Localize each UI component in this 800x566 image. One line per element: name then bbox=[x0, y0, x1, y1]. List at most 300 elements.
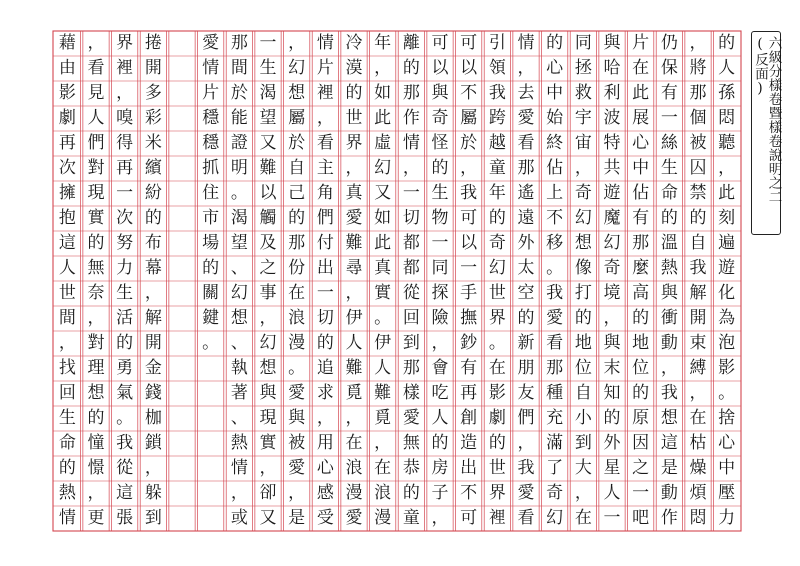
essay-character: 屬 bbox=[288, 108, 306, 128]
essay-character: ， bbox=[316, 108, 334, 128]
essay-character: 與 bbox=[288, 408, 306, 428]
essay-character: 生 bbox=[116, 283, 134, 303]
essay-character: 世 bbox=[488, 283, 506, 303]
essay-character: 人 bbox=[87, 108, 105, 128]
essay-character: 的 bbox=[144, 208, 162, 228]
essay-character: 空 bbox=[517, 283, 535, 303]
essay-character: 望 bbox=[259, 108, 277, 128]
essay-character: 事 bbox=[259, 283, 277, 303]
essay-character: 險 bbox=[431, 308, 449, 328]
essay-character: 燥 bbox=[689, 458, 707, 478]
essay-character: 化 bbox=[718, 283, 736, 303]
essay-character: 情 bbox=[316, 33, 334, 53]
essay-column bbox=[282, 31, 311, 528]
essay-character: 幻 bbox=[488, 258, 506, 278]
essay-character: ， bbox=[517, 433, 535, 453]
essay-column bbox=[483, 31, 512, 528]
essay-character: 的 bbox=[345, 83, 363, 103]
essay-character: 此 bbox=[374, 233, 392, 253]
essay-character: 創 bbox=[460, 408, 478, 428]
essay-character: 到 bbox=[574, 433, 592, 453]
essay-character: 浪 bbox=[345, 458, 363, 478]
essay-character: 朋 bbox=[517, 358, 535, 378]
essay-character: 一 bbox=[316, 283, 334, 303]
essay-character: 張 bbox=[116, 508, 134, 528]
essay-character: 著 bbox=[230, 383, 248, 403]
essay-character: 主 bbox=[316, 158, 334, 178]
essay-character: 熱 bbox=[58, 483, 76, 503]
essay-character: 的 bbox=[574, 308, 592, 328]
essay-character: 這 bbox=[116, 483, 134, 503]
essay-character: 禁 bbox=[689, 183, 707, 203]
essay-character: 煩 bbox=[689, 483, 707, 503]
essay-character: 感 bbox=[316, 483, 334, 503]
essay-character: 穩 bbox=[202, 133, 220, 153]
essay-character: 那 bbox=[230, 33, 248, 53]
essay-character: 怪 bbox=[431, 133, 449, 153]
essay-character: 打 bbox=[574, 283, 592, 303]
essay-character: 觸 bbox=[259, 208, 277, 228]
essay-column bbox=[110, 31, 139, 528]
essay-character: 再 bbox=[58, 133, 76, 153]
essay-column bbox=[655, 31, 684, 528]
essay-character: ， bbox=[689, 383, 707, 403]
essay-character: 麼 bbox=[632, 258, 650, 278]
essay-character: 切 bbox=[316, 308, 334, 328]
essay-character: 一 bbox=[660, 108, 678, 128]
essay-character: 都 bbox=[402, 258, 420, 278]
essay-character: 共 bbox=[603, 158, 621, 178]
essay-character: 彩 bbox=[144, 108, 162, 128]
sheet-title-box bbox=[751, 31, 781, 235]
essay-character: 一 bbox=[431, 233, 449, 253]
essay-character: 衝 bbox=[660, 308, 678, 328]
essay-character: 境 bbox=[603, 283, 621, 303]
essay-character: 更 bbox=[87, 508, 105, 528]
essay-character: 溫 bbox=[660, 233, 678, 253]
essay-character: 次 bbox=[58, 158, 76, 178]
essay-character: 離 bbox=[402, 33, 420, 53]
essay-character: 我 bbox=[488, 83, 506, 103]
essay-character: 是 bbox=[288, 508, 306, 528]
essay-character: ， bbox=[87, 308, 105, 328]
essay-character: 難 bbox=[345, 233, 363, 253]
essay-character: ， bbox=[288, 483, 306, 503]
essay-character: 捨 bbox=[718, 408, 736, 428]
essay-character: 以 bbox=[259, 183, 277, 203]
essay-character: 漫 bbox=[345, 483, 363, 503]
essay-character: 難 bbox=[374, 383, 392, 403]
essay-character: 嗅 bbox=[116, 108, 134, 128]
essay-character: 份 bbox=[288, 258, 306, 278]
essay-character: 外 bbox=[517, 233, 535, 253]
essay-character: 與 bbox=[431, 83, 449, 103]
essay-column bbox=[712, 31, 741, 528]
essay-character: 見 bbox=[87, 83, 105, 103]
essay-column bbox=[340, 31, 369, 528]
essay-character: 情 bbox=[202, 58, 220, 78]
essay-character: 愛 bbox=[517, 108, 535, 128]
essay-character: 間 bbox=[230, 58, 248, 78]
essay-character: 看 bbox=[546, 333, 564, 353]
essay-character: 尋 bbox=[345, 258, 363, 278]
essay-character: 動 bbox=[660, 333, 678, 353]
essay-column bbox=[426, 31, 455, 528]
essay-character: 幻 bbox=[603, 233, 621, 253]
essay-character: 次 bbox=[116, 208, 134, 228]
essay-character: ， bbox=[460, 158, 478, 178]
essay-column bbox=[454, 31, 483, 528]
essay-character: 看 bbox=[87, 58, 105, 78]
essay-character: 去 bbox=[517, 83, 535, 103]
essay-character: 知 bbox=[603, 383, 621, 403]
essay-character: 、 bbox=[230, 333, 248, 353]
essay-character: 引 bbox=[488, 33, 506, 53]
essay-character: 人 bbox=[431, 408, 449, 428]
essay-character: 特 bbox=[603, 133, 621, 153]
essay-character: 刻 bbox=[718, 208, 736, 228]
essay-character: 年 bbox=[488, 183, 506, 203]
essay-column bbox=[368, 31, 397, 528]
essay-character: 與 bbox=[603, 333, 621, 353]
essay-character: 我 bbox=[460, 183, 478, 203]
essay-character: 捲 bbox=[144, 33, 162, 53]
essay-character: 實 bbox=[87, 208, 105, 228]
essay-character: 人 bbox=[718, 58, 736, 78]
essay-character: 幻 bbox=[374, 158, 392, 178]
essay-character: 解 bbox=[144, 308, 162, 328]
essay-character: 切 bbox=[402, 208, 420, 228]
essay-character: 們 bbox=[87, 133, 105, 153]
essay-character: 年 bbox=[374, 33, 392, 53]
essay-character: 原 bbox=[632, 408, 650, 428]
essay-character: 外 bbox=[603, 433, 621, 453]
essay-character: 的 bbox=[488, 208, 506, 228]
sheet-title: 六級分樣卷暨樣卷說明之二(反面) bbox=[752, 36, 782, 204]
essay-character: 奇 bbox=[546, 483, 564, 503]
essay-character: 可 bbox=[460, 33, 478, 53]
essay-character: 遊 bbox=[718, 258, 736, 278]
essay-character: 同 bbox=[431, 258, 449, 278]
essay-character: 從 bbox=[116, 458, 134, 478]
essay-character: ， bbox=[144, 458, 162, 478]
essay-character: 的 bbox=[402, 483, 420, 503]
essay-character: 如 bbox=[374, 208, 392, 228]
essay-character: 壓 bbox=[718, 483, 736, 503]
essay-character: 於 bbox=[288, 133, 306, 153]
essay-character: 利 bbox=[603, 83, 621, 103]
essay-character: 無 bbox=[402, 433, 420, 453]
essay-character: ， bbox=[87, 33, 105, 53]
essay-character: 穩 bbox=[202, 108, 220, 128]
essay-character: 。 bbox=[288, 358, 306, 378]
essay-character: 位 bbox=[574, 358, 592, 378]
essay-character: 與 bbox=[259, 383, 277, 403]
essay-character: 理 bbox=[87, 358, 105, 378]
essay-character: 關 bbox=[202, 283, 220, 303]
essay-character: 想 bbox=[574, 233, 592, 253]
essay-character: 開 bbox=[144, 58, 162, 78]
essay-character: 市 bbox=[202, 208, 220, 228]
essay-character: 愛 bbox=[345, 508, 363, 528]
essay-character: 自 bbox=[689, 233, 707, 253]
essay-character: 的 bbox=[402, 58, 420, 78]
essay-character: 領 bbox=[488, 58, 506, 78]
essay-character: 樣 bbox=[402, 383, 420, 403]
essay-character: 證 bbox=[230, 133, 248, 153]
essay-character: 。 bbox=[230, 183, 248, 203]
essay-character: 冷 bbox=[345, 33, 363, 53]
essay-character: 那 bbox=[632, 233, 650, 253]
essay-character: 哈 bbox=[603, 58, 621, 78]
essay-character: 的 bbox=[202, 258, 220, 278]
essay-character: 又 bbox=[374, 183, 392, 203]
essay-character: 聽 bbox=[718, 133, 736, 153]
essay-character: 以 bbox=[431, 58, 449, 78]
essay-character: 是 bbox=[660, 458, 678, 478]
essay-character: 那 bbox=[402, 358, 420, 378]
essay-character: 的 bbox=[603, 408, 621, 428]
essay-character: 奇 bbox=[431, 108, 449, 128]
essay-character: ， bbox=[603, 308, 621, 328]
essay-character: 此 bbox=[374, 108, 392, 128]
essay-character: 渴 bbox=[259, 83, 277, 103]
essay-character: 幻 bbox=[259, 333, 277, 353]
essay-character: ， bbox=[345, 158, 363, 178]
essay-character: 在 bbox=[488, 358, 506, 378]
essay-column bbox=[569, 31, 598, 528]
essay-character: 劇 bbox=[488, 408, 506, 428]
essay-character: 高 bbox=[632, 283, 650, 303]
essay-character: 場 bbox=[202, 233, 220, 253]
essay-character: 情 bbox=[58, 508, 76, 528]
essay-character: 末 bbox=[603, 358, 621, 378]
essay-character: 中 bbox=[632, 158, 650, 178]
essay-character: 的 bbox=[718, 33, 736, 53]
essay-character: 被 bbox=[288, 433, 306, 453]
essay-character: 幻 bbox=[288, 58, 306, 78]
essay-character: 現 bbox=[259, 408, 277, 428]
essay-character: 新 bbox=[517, 333, 535, 353]
essay-character: 房 bbox=[431, 458, 449, 478]
essay-character: 抱 bbox=[58, 208, 76, 228]
essay-character: 作 bbox=[402, 108, 420, 128]
essay-character: 錢 bbox=[144, 383, 162, 403]
essay-character: 撫 bbox=[460, 308, 478, 328]
essay-character: 有 bbox=[460, 358, 478, 378]
essay-character: 的 bbox=[116, 333, 134, 353]
essay-character: 星 bbox=[603, 458, 621, 478]
essay-character: 情 bbox=[402, 133, 420, 153]
essay-character: 情 bbox=[517, 33, 535, 53]
essay-character: 生 bbox=[58, 408, 76, 428]
essay-character: ， bbox=[316, 408, 334, 428]
essay-character: 回 bbox=[402, 308, 420, 328]
essay-character: 童 bbox=[402, 508, 420, 528]
essay-character: 找 bbox=[58, 358, 76, 378]
essay-character: 裡 bbox=[316, 83, 334, 103]
essay-character: 想 bbox=[660, 408, 678, 428]
essay-character: 回 bbox=[58, 383, 76, 403]
essay-character: 此 bbox=[632, 83, 650, 103]
essay-character: 的 bbox=[316, 333, 334, 353]
essay-character: 愛 bbox=[202, 33, 220, 53]
essay-character: 。 bbox=[116, 408, 134, 428]
essay-character: 大 bbox=[574, 458, 592, 478]
essay-character: 那 bbox=[546, 358, 564, 378]
essay-character: ， bbox=[718, 158, 736, 178]
essay-character: 不 bbox=[546, 208, 564, 228]
essay-character: 幻 bbox=[574, 208, 592, 228]
essay-character: 、 bbox=[230, 408, 248, 428]
essay-character: 探 bbox=[431, 283, 449, 303]
essay-character: 看 bbox=[517, 508, 535, 528]
essay-character: 想 bbox=[288, 83, 306, 103]
essay-character: 如 bbox=[374, 83, 392, 103]
essay-character: 越 bbox=[488, 133, 506, 153]
essay-character: 人 bbox=[374, 358, 392, 378]
essay-character: 動 bbox=[660, 483, 678, 503]
essay-character: 的 bbox=[689, 208, 707, 228]
essay-character: 世 bbox=[345, 108, 363, 128]
essay-character: 地 bbox=[632, 333, 650, 353]
essay-character: 悶 bbox=[689, 508, 707, 528]
essay-character: 佔 bbox=[632, 183, 650, 203]
essay-character: 被 bbox=[689, 133, 707, 153]
essay-character: ， bbox=[58, 333, 76, 353]
essay-character: 想 bbox=[87, 383, 105, 403]
essay-character: 奇 bbox=[488, 233, 506, 253]
essay-character: 界 bbox=[116, 33, 134, 53]
essay-character: 會 bbox=[431, 358, 449, 378]
essay-character: 們 bbox=[316, 208, 334, 228]
essay-character: 佔 bbox=[546, 158, 564, 178]
essay-character: 界 bbox=[345, 133, 363, 153]
essay-character: 的 bbox=[488, 433, 506, 453]
essay-character: 在 bbox=[689, 408, 707, 428]
essay-character: 難 bbox=[259, 158, 277, 178]
essay-character: 於 bbox=[460, 133, 478, 153]
essay-character: 片 bbox=[202, 83, 220, 103]
essay-character: 愛 bbox=[402, 408, 420, 428]
essay-character: ， bbox=[259, 458, 277, 478]
essay-character: 的 bbox=[632, 308, 650, 328]
essay-character: 悶 bbox=[718, 108, 736, 128]
essay-column bbox=[168, 31, 197, 521]
essay-character: 住 bbox=[202, 183, 220, 203]
essay-character: 由 bbox=[58, 58, 76, 78]
essay-character: 的 bbox=[431, 433, 449, 453]
essay-character: ， bbox=[288, 33, 306, 53]
essay-character: 覓 bbox=[374, 408, 392, 428]
essay-character: 明 bbox=[230, 158, 248, 178]
essay-character: 解 bbox=[689, 283, 707, 303]
essay-character: 。 bbox=[488, 333, 506, 353]
essay-character: 的 bbox=[431, 158, 449, 178]
essay-character: 終 bbox=[546, 133, 564, 153]
essay-character: 生 bbox=[431, 183, 449, 203]
essay-character: 世 bbox=[488, 458, 506, 478]
essay-character: 實 bbox=[259, 433, 277, 453]
essay-character: ， bbox=[431, 333, 449, 353]
essay-character: 中 bbox=[546, 83, 564, 103]
essay-character: 救 bbox=[574, 83, 592, 103]
essay-character: 地 bbox=[574, 333, 592, 353]
essay-character: 虛 bbox=[374, 133, 392, 153]
essay-character: 波 bbox=[603, 108, 621, 128]
essay-character: 勇 bbox=[116, 358, 134, 378]
essay-character: 布 bbox=[144, 233, 162, 253]
essay-character: 繽 bbox=[144, 158, 162, 178]
essay-character: 作 bbox=[660, 508, 678, 528]
essay-character: 可 bbox=[460, 208, 478, 228]
essay-character: 界 bbox=[488, 308, 506, 328]
essay-character: ， bbox=[230, 483, 248, 503]
essay-character: ， bbox=[259, 308, 277, 328]
essay-character: 開 bbox=[144, 333, 162, 353]
essay-character: 同 bbox=[574, 33, 592, 53]
essay-column bbox=[82, 31, 111, 528]
essay-character: 的 bbox=[288, 208, 306, 228]
essay-column bbox=[626, 31, 655, 528]
essay-character: 的 bbox=[58, 458, 76, 478]
essay-character: 束 bbox=[689, 333, 707, 353]
essay-character: 。 bbox=[546, 258, 564, 278]
essay-character: 伊 bbox=[345, 308, 363, 328]
essay-character: 渴 bbox=[230, 208, 248, 228]
essay-character: 執 bbox=[230, 358, 248, 378]
essay-character: 了 bbox=[546, 458, 564, 478]
essay-character: 再 bbox=[116, 158, 134, 178]
essay-character: 友 bbox=[517, 383, 535, 403]
essay-character: 這 bbox=[660, 433, 678, 453]
essay-column bbox=[397, 31, 426, 528]
essay-character: 角 bbox=[316, 183, 334, 203]
essay-character: ， bbox=[402, 158, 420, 178]
essay-character: 的 bbox=[517, 308, 535, 328]
essay-character: ， bbox=[574, 483, 592, 503]
essay-character: 漫 bbox=[374, 508, 392, 528]
essay-character: 藉 bbox=[58, 33, 76, 53]
essay-character: 劇 bbox=[58, 108, 76, 128]
essay-character: 幕 bbox=[144, 258, 162, 278]
essay-character: 鎖 bbox=[144, 433, 162, 453]
essay-character: ， bbox=[144, 283, 162, 303]
essay-character: 影 bbox=[718, 358, 736, 378]
essay-character: 想 bbox=[259, 358, 277, 378]
essay-character: 愛 bbox=[517, 483, 535, 503]
essay-character: 保 bbox=[660, 58, 678, 78]
essay-character: 枷 bbox=[144, 408, 162, 428]
essay-character: 枯 bbox=[689, 433, 707, 453]
essay-character: 愛 bbox=[546, 308, 564, 328]
essay-character: 熱 bbox=[660, 258, 678, 278]
essay-character: ， bbox=[517, 58, 535, 78]
essay-character: 、 bbox=[230, 258, 248, 278]
essay-character: 鈔 bbox=[460, 333, 478, 353]
essay-character: 生 bbox=[660, 158, 678, 178]
essay-character: 屬 bbox=[460, 108, 478, 128]
essay-character: ， bbox=[689, 33, 707, 53]
essay-character: 絲 bbox=[660, 133, 678, 153]
essay-character: 心 bbox=[546, 58, 564, 78]
essay-character: 看 bbox=[316, 133, 334, 153]
essay-character: 跨 bbox=[488, 108, 506, 128]
essay-character: 位 bbox=[632, 358, 650, 378]
essay-character: 力 bbox=[116, 258, 134, 278]
essay-character: 那 bbox=[517, 158, 535, 178]
essay-character: 一 bbox=[402, 183, 420, 203]
